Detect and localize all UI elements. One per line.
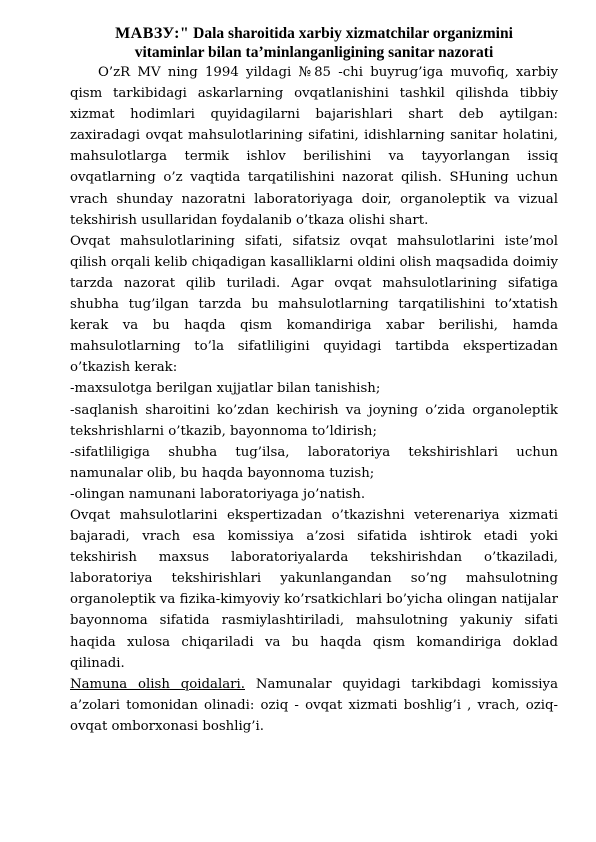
list-item: -sifatliligiga shubha tug’ilsa, laboratoriya tekshirishlari uchun namunalar olib, bu haqda bayonnoma tuzish; [70, 444, 558, 481]
paragraph-expertise: Ovqat mahsulotlarini ekspertizadan o’tkazishni veterenariya xizmati bajaradi, vrach esa komissiya a’zosi sifatida ishtirok etadi yoki tekshirish maxsus laboratoriyalarda tekshirishdan o’tkaziladi, laboratoriya tekshirishlari yakunlangandan so’ng mahsulotning organoleptik va fizika-kimyoviy ko’rsatkichlari bo’yicha olingan natijalar bayonnoma sifatida rasmiylashtiriladi, mahsulotning yakuniy sifati haqida xulosa chiqariladi va bu haqda qism komandiriga doklad qilinadi. [70, 507, 558, 671]
paragraph-quality-control: Ovqat mahsulotlarining sifati, sifatsiz ovqat mahsulotlarini iste’mol qilish orqali kelib chiqadigan kasalliklarni oldini olish maqsadida doimiy tarzda nazorat qilib turiladi. Agar ovqat mahsulotlarining sifatiga shubha tug’ilgan tarzda bu mahsulotlarning tarqatilishini to’xtatish kerak va bu haqda qism komandiriga xabar berilishi, hamda mahsulotlarning to’la sifatliligini quyidagi tartibda ekspertizadan o’tkazish kerak: [70, 233, 558, 376]
title-line-2: vitaminlar bilan ta’minlanganligining sanitar nazorati [134, 44, 494, 61]
document-page [70, 24, 558, 737]
paragraph-intro: O’zR MV ning 1994 yildagi №85 -chi buyrug’iga muvofiq, xarbiy qism tarkibidagi askarlarning ovqatlanishini tashkil qilishda tibbiy xizmat hodimlari quyidagilarni bajarishlari shart deb aytilgan: zaxiradagi ovqat mahsulotlarining sifatini, idishlarning sanitar holatini, mahsulotlarga termik ishlov berilishini va tayyorlangan issiq ovqatlarning o’z vaqtida tarqatilishini nazorat qilish. SHuning uchun vrach shunday nazoratni laboratoriyaga doir, organoleptik va vizual tekshirish usullaridan foydalanib o’tkaza olishi shart. [70, 65, 558, 228]
title-line-1: Dala sharoitida xarbiy xizmatchilar organizmini [189, 25, 513, 42]
title-label: МАВЗУ:" [115, 25, 190, 42]
document-title [70, 24, 558, 62]
sampling-text: Namunalar quyidagi tarkibdagi komissiya a’zolari tomonidan olinadi: oziq - ovqat xizmati boshlig’i , vrach, oziq-ovqat omborxonasi boshlig’i. [70, 676, 558, 734]
paragraph-sampling [70, 674, 558, 737]
list-item: -saqlanish sharoitini ko’zdan kechirish va joyning o’zida organoleptik tekshrishlarni o’tkazib, bayonnoma to’ldirish; [70, 402, 558, 439]
sampling-heading: Namuna olish qoidalari. [70, 676, 245, 692]
list-item: -maxsulotga berilgan xujjatlar bilan tanishish; [70, 381, 381, 397]
list-item: -olingan namunani laboratoriyaga jo’natish. [70, 486, 366, 502]
